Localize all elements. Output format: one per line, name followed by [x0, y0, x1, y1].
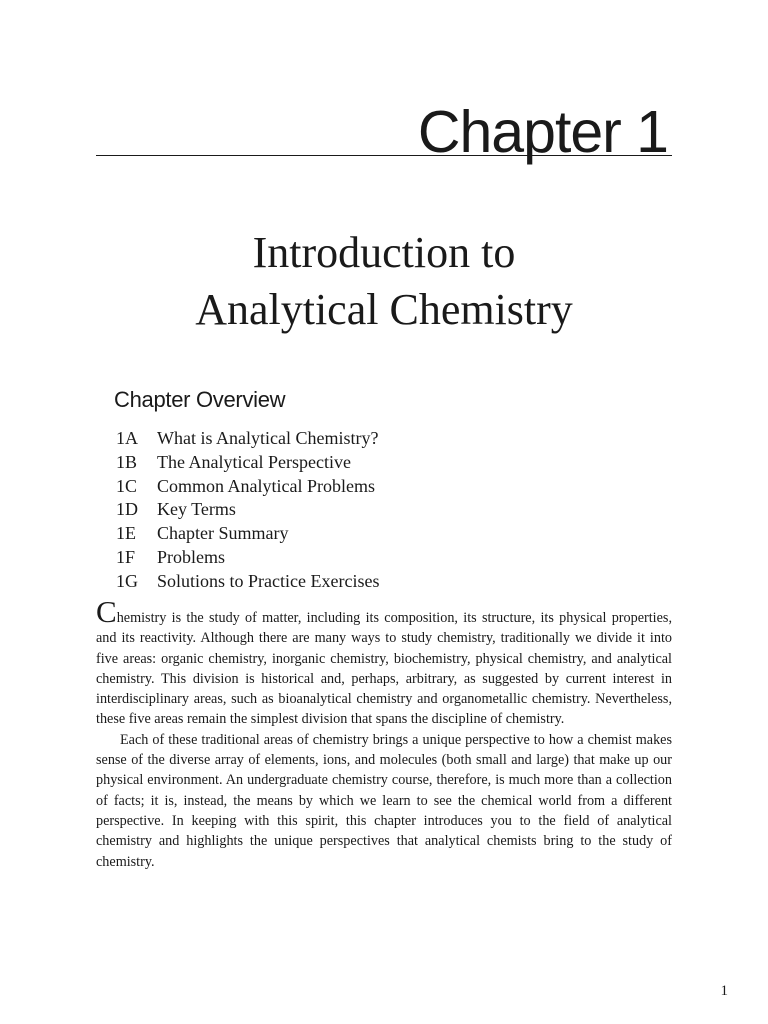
overview-item [116, 452, 379, 476]
paragraph-2: Each of these traditional areas of chemistry brings a unique perspective to how a chemist makes sense of the diverse array of elements, ions, and molecules (both small and large) that make up our physical environment. An undergraduate chemistry course, therefore, is much more than a collection of facts; it is, instead, the means by which we learn to see the chemical world from a different perspective. In keeping with this spirit, this chapter introduces you to the field of analytical chemistry and highlights the unique perspectives that analytical chemists bring to the study of chemistry. [96, 731, 672, 870]
overview-item-title: Chapter Summary [157, 523, 289, 544]
page-number: 1 [720, 983, 728, 999]
paragraph-1 [96, 594, 672, 730]
overview-item [116, 428, 379, 452]
overview-list [116, 428, 379, 595]
overview-item-number: 1G [116, 570, 138, 591]
chapter-label: Chapter 1 [417, 99, 668, 165]
chapter-header [96, 92, 672, 165]
overview-item-title: Common Analytical Problems [157, 475, 375, 496]
drop-cap: C [96, 594, 117, 629]
overview-item [116, 523, 379, 547]
overview-item [116, 499, 379, 523]
overview-heading: Chapter Overview [114, 387, 286, 412]
overview-item-title: The Analytical Perspective [157, 451, 351, 472]
overview-item-number: 1A [116, 428, 138, 448]
overview-item-title: Key Terms [157, 499, 236, 520]
overview-item-title: Problems [157, 546, 226, 567]
overview-item-number: 1D [116, 499, 138, 520]
chapter-title-line-1: Introduction to [252, 228, 516, 277]
overview-item [116, 571, 379, 595]
overview-item-title: What is Analytical Chemistry? [157, 428, 379, 448]
body-text [96, 594, 672, 872]
overview-item-number: 1F [116, 546, 136, 567]
chapter-title [0, 224, 768, 338]
overview-item [116, 547, 379, 571]
overview-item-title: Solutions to Practice Exercises [157, 570, 380, 591]
paragraph-1-text: hemistry is the study of matter, including its composition, its structure, its physical properties, and its reactivity. Although there are many ways to study chemistry, traditionally we divide it into five areas: organic chemistry, inorganic chemistry, biochemistry, physical chemistry, and analytical chemistry. This division is historical and, perhaps, arbitrary, as suggested by current interest in interdisciplinary areas, such as bioanalytical chemistry and organometallic chemistry. Nevertheless, these five areas remain the simplest division that spans the discipline of chemistry. [96, 610, 672, 728]
overview-item-number: 1B [116, 451, 138, 472]
overview-item [116, 476, 379, 500]
chapter-title-line-2: Analytical Chemistry [195, 285, 573, 334]
overview-item-number: 1E [116, 523, 136, 544]
overview-item-number: 1C [116, 475, 138, 496]
